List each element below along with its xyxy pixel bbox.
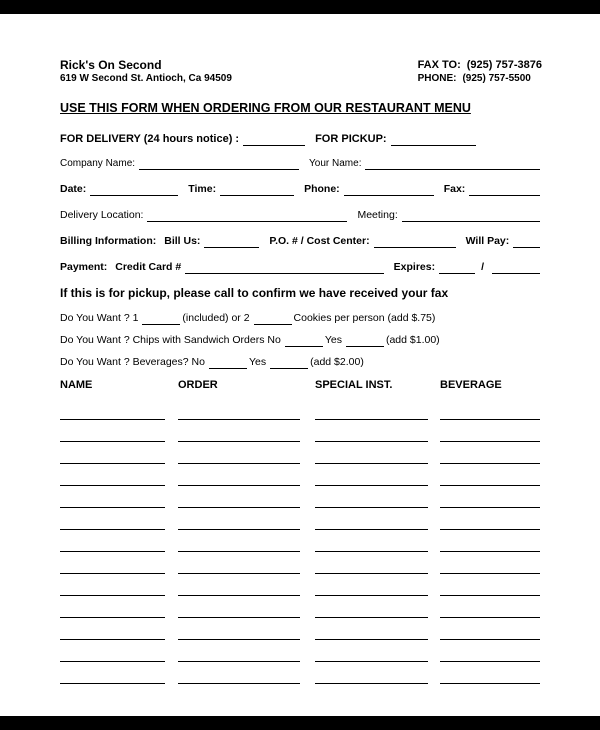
expires-month-blank (439, 261, 475, 274)
table-cell-blank (178, 529, 300, 530)
table-cell-blank (178, 639, 300, 640)
table-row (60, 640, 542, 662)
table-cell-blank (178, 441, 300, 442)
table-cell-blank (440, 441, 540, 442)
fax-line (418, 58, 542, 72)
table-cell-blank (60, 551, 165, 552)
business-block (60, 58, 232, 85)
table-cell-blank (315, 441, 428, 442)
table-cell-blank (440, 639, 540, 640)
phone-line (418, 72, 542, 85)
delivery-location-label: Delivery Location: (60, 209, 144, 221)
pickup-blank (391, 133, 476, 146)
table-cell-blank (178, 463, 300, 464)
table-row (60, 508, 542, 530)
question-text: Do You Want ? Chips with Sandwich Orders No (60, 334, 281, 346)
table-cell-blank (315, 529, 428, 530)
table-cell-blank (440, 595, 540, 596)
date-blank (90, 183, 178, 196)
table-row (60, 420, 542, 442)
table-cell-blank (440, 683, 540, 684)
expires-year-blank (492, 261, 540, 274)
question-cookies-row (60, 311, 542, 325)
table-cell-blank (440, 507, 540, 508)
meeting-blank (402, 209, 540, 222)
table-row (60, 596, 542, 618)
pickup-confirm-note: If this is for pickup, please call to confirm we have received your fax (60, 286, 449, 300)
table-cell-blank (60, 573, 165, 574)
table-cell-blank (315, 507, 428, 508)
table-cell-blank (440, 463, 540, 464)
table-cell-blank (440, 485, 540, 486)
table-cell-blank (178, 683, 300, 684)
table-cell-blank (440, 419, 540, 420)
table-row (60, 486, 542, 508)
table-row (60, 552, 542, 574)
table-cell-blank (440, 529, 540, 530)
table-row (60, 618, 542, 640)
table-cell-blank (315, 551, 428, 552)
table-cell-blank (178, 617, 300, 618)
question-chips-row (60, 333, 542, 347)
table-row (60, 662, 542, 684)
table-cell-blank (178, 551, 300, 552)
delivery-blank (243, 133, 305, 146)
contact-block (418, 58, 542, 85)
table-cell-blank (178, 419, 300, 420)
table-cell-blank (60, 617, 165, 618)
table-cell-blank (315, 639, 428, 640)
table-cell-blank (440, 551, 540, 552)
table-cell-blank (178, 573, 300, 574)
column-header-order: ORDER (178, 379, 218, 391)
form-content (60, 14, 542, 684)
table-cell-blank (315, 463, 428, 464)
table-cell-blank (178, 595, 300, 596)
form-header (60, 58, 542, 85)
table-cell-blank (315, 595, 428, 596)
question-blank (142, 312, 180, 325)
fax-blank (469, 183, 540, 196)
delivery-location-blank (147, 209, 347, 222)
table-row (60, 464, 542, 486)
business-address: 619 W Second St. Antioch, Ca 94509 (60, 73, 232, 84)
company-name-blank (139, 157, 299, 170)
phone-number: (925) 757-5500 (462, 73, 531, 84)
question-blank (346, 334, 384, 347)
table-cell-blank (440, 661, 540, 662)
table-row (60, 442, 542, 464)
table-cell-blank (315, 683, 428, 684)
table-row (60, 574, 542, 596)
table-cell-blank (315, 419, 428, 420)
table-cell-blank (178, 661, 300, 662)
will-pay-label: Will Pay: (465, 235, 510, 247)
for-delivery-label: FOR DELIVERY (24 hours notice) : (60, 133, 240, 145)
question-beverages-row (60, 355, 542, 369)
table-cell-blank (60, 419, 165, 420)
fax-number: (925) 757-3876 (466, 59, 542, 71)
your-name-blank (365, 157, 540, 170)
phone-label: PHONE: (417, 73, 457, 84)
question-text: Do You Want ? 1 (60, 312, 139, 324)
table-cell-blank (315, 573, 428, 574)
phone-field-label: Phone: (304, 183, 340, 195)
order-table-header (60, 379, 542, 392)
table-cell-blank (60, 441, 165, 442)
company-name-label: Company Name: (60, 158, 136, 169)
question-text: Cookies per person (add $.75) (293, 312, 436, 324)
question-text: Do You Want ? Beverages? No (60, 356, 205, 368)
payment-label: Payment: (60, 261, 108, 273)
table-cell-blank (60, 485, 165, 486)
credit-card-label: Credit Card # (115, 261, 182, 273)
your-name-label: Your Name: (309, 158, 362, 169)
table-cell-blank (60, 661, 165, 662)
bill-us-label: Bill Us: (164, 235, 201, 247)
table-cell-blank (60, 463, 165, 464)
question-text: (add $2.00) (310, 356, 364, 368)
question-text: Yes (324, 334, 342, 346)
column-header-special-inst: SPECIAL INST. (315, 379, 393, 391)
question-blank (285, 334, 323, 347)
time-label: Time: (188, 183, 217, 195)
business-name: Rick's On Second (60, 58, 162, 72)
table-cell-blank (60, 639, 165, 640)
phone-blank (344, 183, 434, 196)
billing-row (60, 234, 542, 248)
table-cell-blank (315, 617, 428, 618)
table-cell-blank (60, 683, 165, 684)
expires-label: Expires: (393, 261, 436, 273)
date-time-row (60, 182, 542, 196)
bottom-black-bar (0, 716, 600, 730)
expires-separator: / (481, 261, 484, 273)
delivery-location-row (60, 208, 542, 222)
table-cell-blank (178, 507, 300, 508)
will-pay-blank (513, 235, 540, 248)
billing-information-label: Billing Information: (60, 235, 157, 247)
table-cell-blank (315, 661, 428, 662)
po-cost-center-blank (374, 235, 456, 248)
table-cell-blank (60, 529, 165, 530)
question-text: (included) or 2 (182, 312, 250, 324)
column-header-name: NAME (60, 379, 93, 391)
fax-to-label: FAX TO: (417, 59, 461, 71)
column-header-beverage: BEVERAGE (440, 379, 502, 391)
table-cell-blank (440, 573, 540, 574)
table-cell-blank (60, 595, 165, 596)
question-blank (209, 356, 247, 369)
table-cell-blank (315, 485, 428, 486)
table-row (60, 530, 542, 552)
question-blank (270, 356, 308, 369)
form-title: USE THIS FORM WHEN ORDERING FROM OUR RESTAURANT MENU (60, 101, 471, 115)
po-cost-center-label: P.O. # / Cost Center: (269, 235, 370, 247)
question-text: (add $1.00) (385, 334, 440, 346)
table-cell-blank (440, 617, 540, 618)
fax-field-label: Fax: (443, 183, 466, 195)
table-cell-blank (60, 507, 165, 508)
delivery-pickup-row (60, 132, 542, 146)
payment-row (60, 260, 542, 274)
table-row (60, 398, 542, 420)
company-name-row (60, 156, 542, 170)
question-blank (254, 312, 292, 325)
top-black-bar (0, 0, 600, 14)
order-table-rows (60, 398, 542, 684)
table-cell-blank (178, 485, 300, 486)
question-text: Yes (248, 356, 267, 368)
time-blank (220, 183, 294, 196)
date-label: Date: (60, 183, 87, 195)
bill-us-blank (204, 235, 259, 248)
for-pickup-label: FOR PICKUP: (315, 133, 387, 145)
credit-card-blank (185, 261, 383, 274)
meeting-label: Meeting: (357, 209, 398, 221)
